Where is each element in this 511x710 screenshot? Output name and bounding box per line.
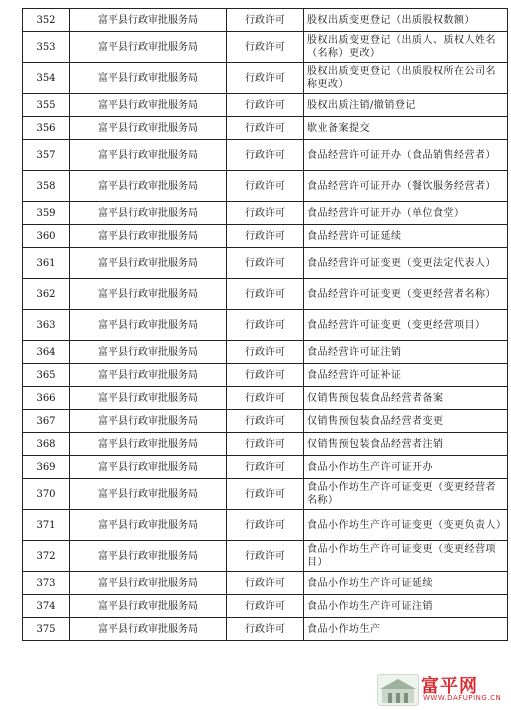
row-item-name: 食品经营许可证开办（单位食堂）: [304, 202, 508, 225]
row-item-name: 仅销售预包装食品经营者变更: [304, 410, 508, 433]
row-department: 富平县行政审批服务局: [70, 364, 227, 387]
row-type: 行政许可: [227, 9, 304, 32]
table-row: [23, 433, 508, 456]
row-item-name: 股权出质变更登记（出质人、质权人姓名（名称）更改）: [304, 32, 508, 63]
row-item-name: 股权出质注销/撤销登记: [304, 94, 508, 117]
row-type: 行政许可: [227, 117, 304, 140]
row-item-name: 歇业备案提交: [304, 117, 508, 140]
row-type: 行政许可: [227, 310, 304, 341]
table-row: [23, 279, 508, 310]
row-type: 行政许可: [227, 456, 304, 479]
row-number: 361: [23, 248, 70, 279]
row-type: 行政许可: [227, 279, 304, 310]
row-type: 行政许可: [227, 541, 304, 572]
row-type: 行政许可: [227, 410, 304, 433]
building-logo-icon: [377, 674, 419, 706]
table-row: [23, 202, 508, 225]
row-department: 富平县行政审批服务局: [70, 541, 227, 572]
row-number: 363: [23, 310, 70, 341]
row-type: 行政许可: [227, 387, 304, 410]
row-number: 356: [23, 117, 70, 140]
row-department: 富平县行政审批服务局: [70, 279, 227, 310]
table-row: [23, 63, 508, 94]
row-department: 富平县行政审批服务局: [70, 410, 227, 433]
row-item-name: 食品经营许可证开办（食品销售经营者）: [304, 140, 508, 171]
row-number: 354: [23, 63, 70, 94]
row-item-name: 股权出质变更登记（出质股权所在公司名称更改）: [304, 63, 508, 94]
row-department: 富平县行政审批服务局: [70, 479, 227, 510]
table-row: [23, 410, 508, 433]
row-number: 352: [23, 9, 70, 32]
row-type: 行政许可: [227, 618, 304, 641]
watermark-brand: 富平网: [421, 676, 478, 697]
table-row: [23, 9, 508, 32]
row-type: 行政许可: [227, 248, 304, 279]
row-number: 355: [23, 94, 70, 117]
row-department: 富平县行政审批服务局: [70, 618, 227, 641]
row-item-name: 食品经营许可证变更（变更法定代表人）: [304, 248, 508, 279]
table-row: [23, 117, 508, 140]
table-row: [23, 618, 508, 641]
row-type: 行政许可: [227, 140, 304, 171]
row-department: 富平县行政审批服务局: [70, 225, 227, 248]
row-department: 富平县行政审批服务局: [70, 9, 227, 32]
row-item-name: 食品小作坊生产许可证注销: [304, 595, 508, 618]
row-type: 行政许可: [227, 171, 304, 202]
table-row: [23, 510, 508, 541]
row-department: 富平县行政审批服务局: [70, 63, 227, 94]
site-watermark: [377, 672, 507, 706]
row-department: 富平县行政审批服务局: [70, 140, 227, 171]
row-department: 富平县行政审批服务局: [70, 387, 227, 410]
table-row: [23, 171, 508, 202]
table-row: [23, 387, 508, 410]
row-item-name: 食品经营许可证变更（变更经营者名称）: [304, 279, 508, 310]
row-number: 374: [23, 595, 70, 618]
row-item-name: 仅销售预包装食品经营者备案: [304, 387, 508, 410]
row-number: 369: [23, 456, 70, 479]
row-number: 365: [23, 364, 70, 387]
row-item-name: 食品小作坊生产许可证变更（变更经营项目）: [304, 541, 508, 572]
table-row: [23, 572, 508, 595]
row-department: 富平县行政审批服务局: [70, 572, 227, 595]
table-row: [23, 94, 508, 117]
row-item-name: 食品经营许可证延续: [304, 225, 508, 248]
row-department: 富平县行政审批服务局: [70, 248, 227, 279]
table-row: [23, 456, 508, 479]
row-type: 行政许可: [227, 433, 304, 456]
row-number: 368: [23, 433, 70, 456]
row-department: 富平县行政审批服务局: [70, 456, 227, 479]
row-number: 357: [23, 140, 70, 171]
row-item-name: 食品小作坊生产许可证变更（变更经营者名称）: [304, 479, 508, 510]
row-type: 行政许可: [227, 225, 304, 248]
row-item-name: 食品小作坊生产: [304, 618, 508, 641]
row-number: 358: [23, 171, 70, 202]
row-item-name: 食品经营许可证补证: [304, 364, 508, 387]
row-item-name: 股权出质变更登记（出质股权数额）: [304, 9, 508, 32]
row-number: 373: [23, 572, 70, 595]
row-number: 353: [23, 32, 70, 63]
row-number: 366: [23, 387, 70, 410]
row-type: 行政许可: [227, 32, 304, 63]
row-type: 行政许可: [227, 341, 304, 364]
row-type: 行政许可: [227, 94, 304, 117]
row-number: 370: [23, 479, 70, 510]
row-type: 行政许可: [227, 202, 304, 225]
row-number: 360: [23, 225, 70, 248]
watermark-url: WWW.DAFUPING.CN: [423, 694, 502, 702]
table-row: [23, 310, 508, 341]
row-type: 行政许可: [227, 63, 304, 94]
row-department: 富平县行政审批服务局: [70, 341, 227, 364]
row-type: 行政许可: [227, 572, 304, 595]
table-row: [23, 225, 508, 248]
table-row: [23, 341, 508, 364]
row-number: 364: [23, 341, 70, 364]
row-number: 362: [23, 279, 70, 310]
table-row: [23, 364, 508, 387]
row-type: 行政许可: [227, 510, 304, 541]
row-item-name: 食品经营许可证开办（餐饮服务经营者）: [304, 171, 508, 202]
row-item-name: 食品小作坊生产许可证变更（变更负责人）: [304, 510, 508, 541]
table-body: [23, 9, 508, 641]
row-department: 富平县行政审批服务局: [70, 94, 227, 117]
row-item-name: 仅销售预包装食品经营者注销: [304, 433, 508, 456]
row-type: 行政许可: [227, 364, 304, 387]
row-number: 359: [23, 202, 70, 225]
row-department: 富平县行政审批服务局: [70, 117, 227, 140]
row-department: 富平县行政审批服务局: [70, 510, 227, 541]
row-department: 富平县行政审批服务局: [70, 32, 227, 63]
row-type: 行政许可: [227, 595, 304, 618]
table-row: [23, 541, 508, 572]
table-row: [23, 32, 508, 63]
approval-items-table: [22, 8, 508, 641]
row-number: 375: [23, 618, 70, 641]
table-row: [23, 248, 508, 279]
row-department: 富平县行政审批服务局: [70, 171, 227, 202]
row-type: 行政许可: [227, 479, 304, 510]
row-number: 367: [23, 410, 70, 433]
row-number: 372: [23, 541, 70, 572]
row-department: 富平县行政审批服务局: [70, 310, 227, 341]
row-department: 富平县行政审批服务局: [70, 595, 227, 618]
row-number: 371: [23, 510, 70, 541]
row-item-name: 食品小作坊生产许可证延续: [304, 572, 508, 595]
row-department: 富平县行政审批服务局: [70, 202, 227, 225]
row-department: 富平县行政审批服务局: [70, 433, 227, 456]
table-row: [23, 595, 508, 618]
row-item-name: 食品经营许可证变更（变更经营项目）: [304, 310, 508, 341]
table-row: [23, 140, 508, 171]
row-item-name: 食品经营许可证注销: [304, 341, 508, 364]
row-item-name: 食品小作坊生产许可证开办: [304, 456, 508, 479]
table-row: [23, 479, 508, 510]
